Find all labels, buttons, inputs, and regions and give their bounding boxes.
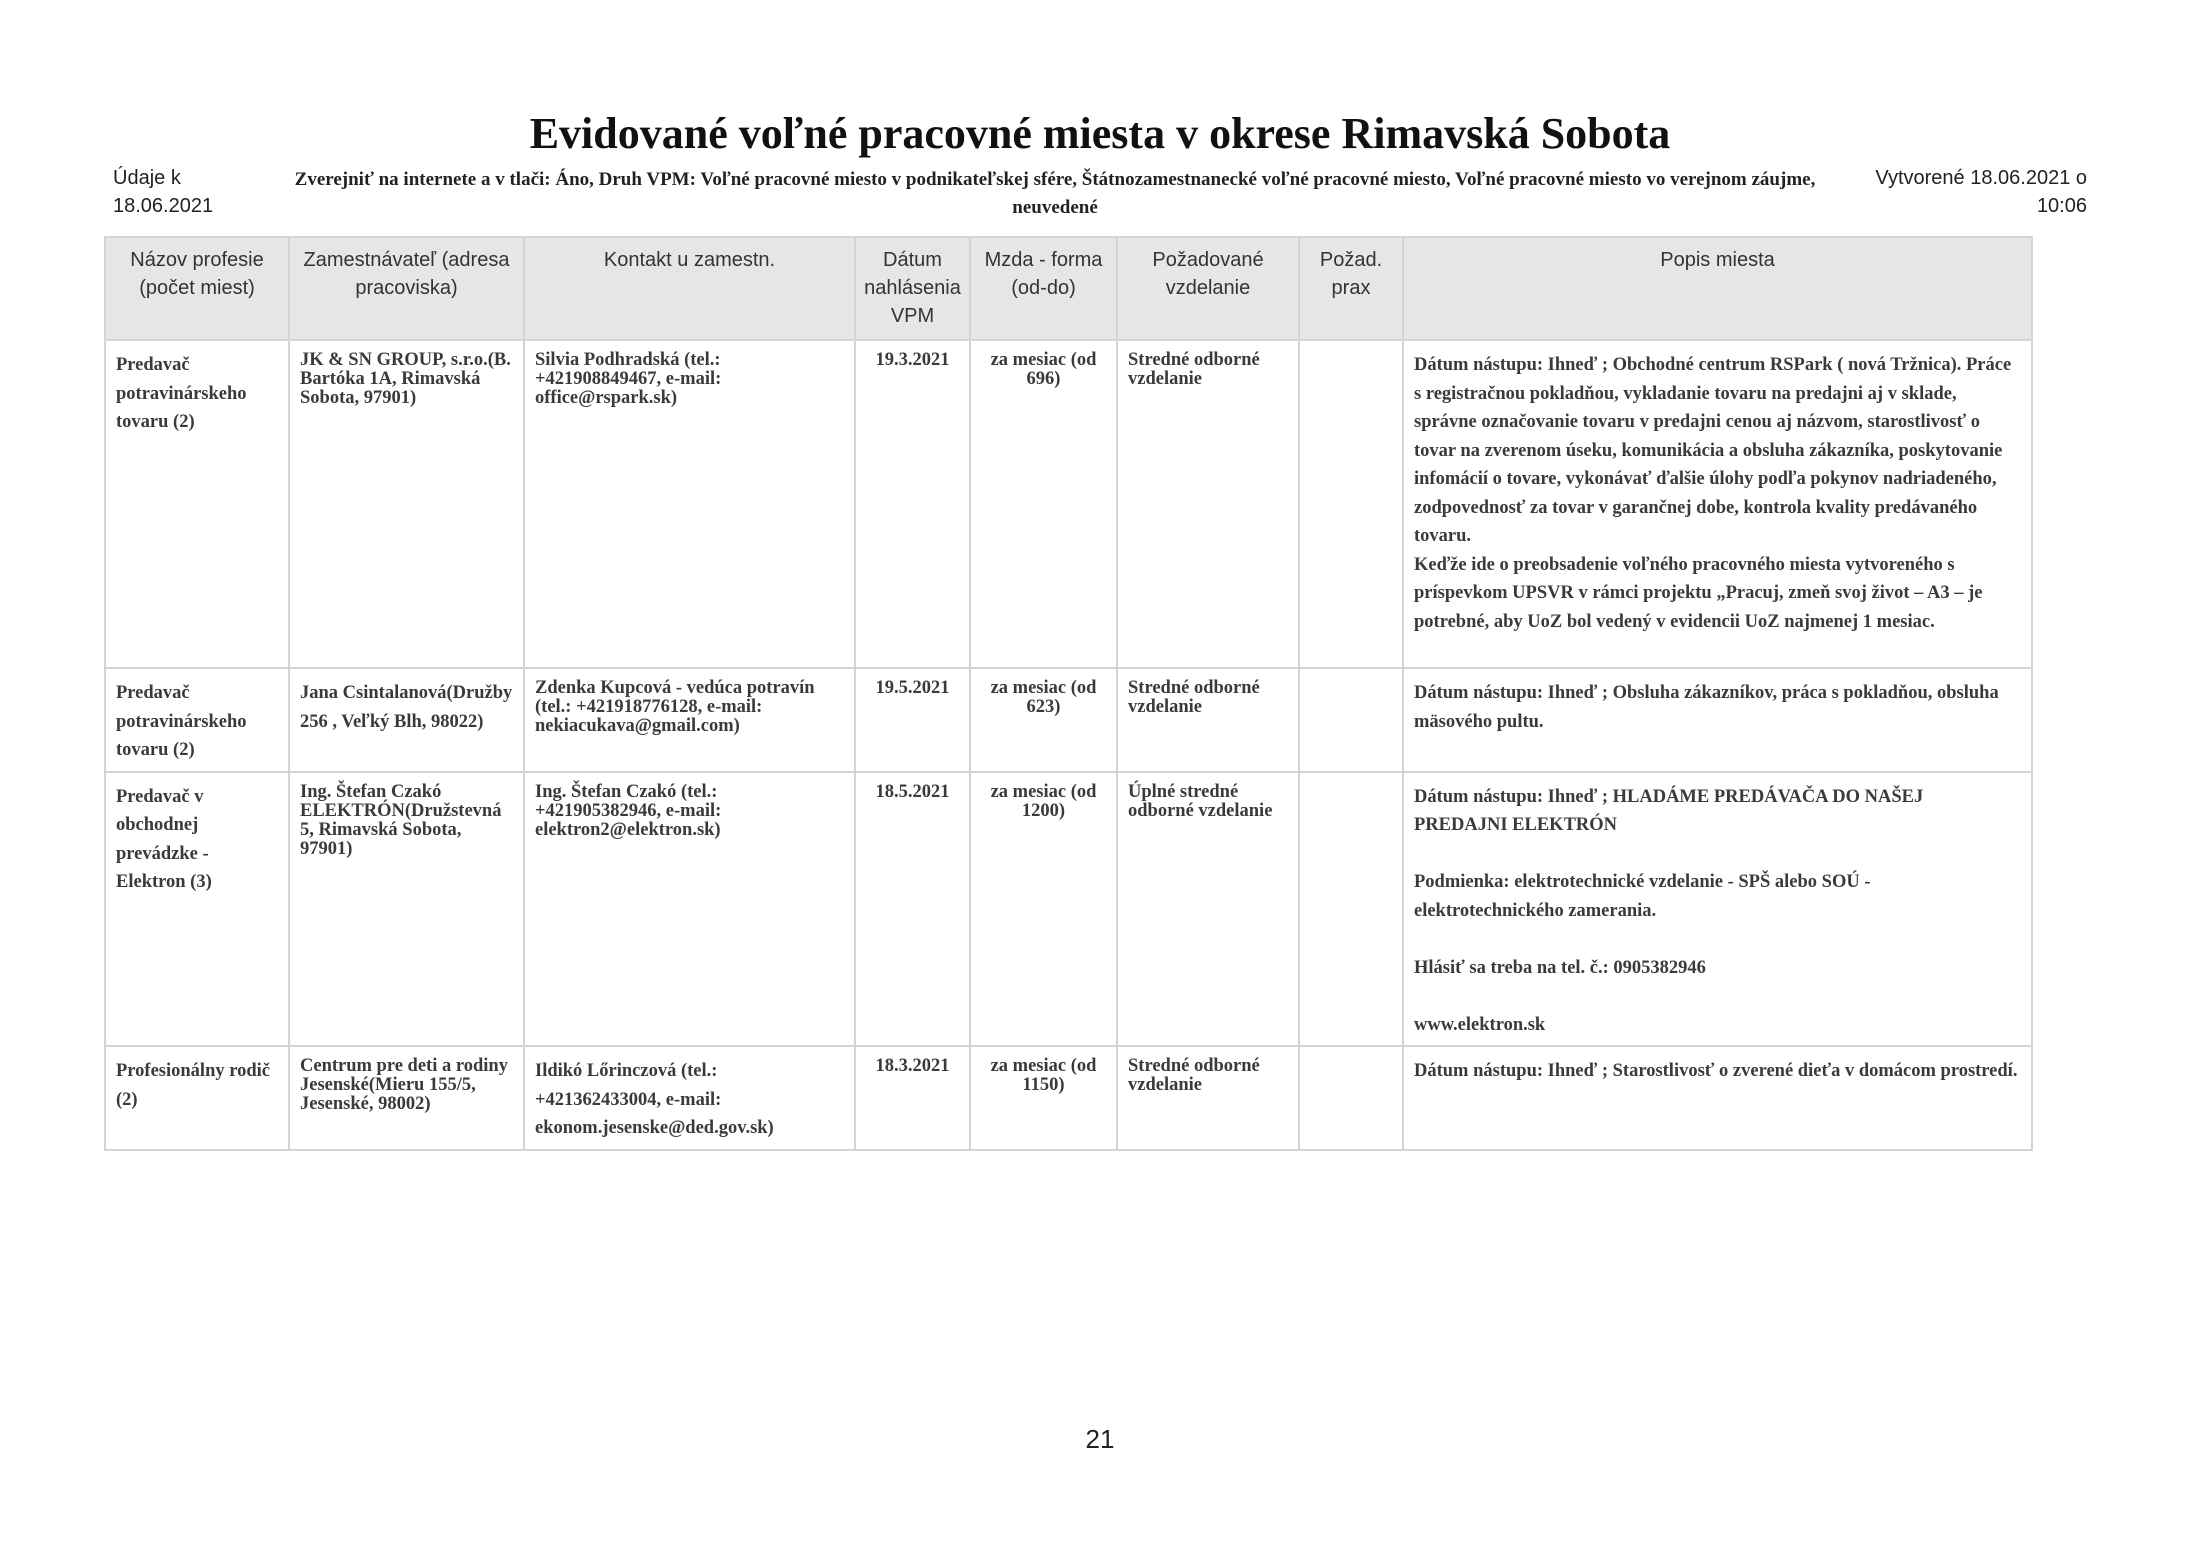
cell-contact: Ing. Štefan Czakó (tel.: +421905382946, e-mail: elektron2@elektron.sk) [524,772,855,1047]
table-row [105,1046,2032,1150]
cell-contact: Silvia Podhradská (tel.: +421908849467, e-mail: office@rspark.sk) [524,340,855,668]
table-row [105,340,2032,668]
paragraph-gap [1414,840,2021,869]
cell-profession: Profesionálny rodič (2) [105,1046,289,1150]
cell-contact: Zdenka Kupcová - vedúca potravín (tel.: +421918776128, e-mail: nekiacukava@gmail.com) [524,668,855,772]
description-paragraph: Hlásiť sa treba na tel. č.: 0905382946 [1414,957,1706,978]
table-row [105,772,2032,1047]
cell-practice [1299,1046,1403,1150]
description-link: www.elektron.sk [1414,1014,1546,1035]
header-education: Požadované vzdelanie [1117,237,1299,340]
paragraph-gap [1414,982,2021,1011]
cell-practice [1299,772,1403,1047]
cell-date: 19.3.2021 [855,340,970,668]
header-profession: Názov profesie (počet miest) [105,237,289,340]
created-timestamp [1875,164,2087,220]
description-paragraph: Keďže ide o preobsadenie voľného pracovného miesta vytvoreného s príspevkom UPSVR v rámci projektu „Pracuj, zmeň svoj život – A3 – je potrebné, aby UoZ bol vedený v evidencii UoZ najmenej 1 mesiac. [1414,554,1983,632]
cell-description [1403,668,2032,772]
data-as-of-value: 18.06.2021 [113,195,214,217]
created-label: Vytvorené 18.06.2021 o [1875,167,2087,189]
description-paragraph: Dátum nástupu: Ihneď ; Obsluha zákazníkov, práca s pokladňou, obsluha mäsového pultu. [1414,683,1999,732]
cell-profession: Predavač v obchodnej prevádzke - Elektron (3) [105,772,289,1047]
cell-profession: Predavač potravinárskeho tovaru (2) [105,668,289,772]
cell-employer: Ing. Štefan Czakó ELEKTRÓN(Družstevná 5, Rimavská Sobota, 97901) [289,772,524,1047]
cell-employer: JK & SN GROUP, s.r.o.(B. Bartóka 1A, Rimavská Sobota, 97901) [289,340,524,668]
header-wage: Mzda - forma (od-do) [970,237,1117,340]
page-number: 21 [1085,1424,1115,1454]
filter-description: Zverejniť na internete a v tlači: Áno, Druh VPM: Voľné pracovné miesto v podnikateľskej sfére, Štátnozamestnanecké voľné pracovné miesto, Voľné pracovné miesto vo verejnom záujme, neuvedené [294,169,1816,218]
cell-date: 19.5.2021 [855,668,970,772]
cell-profession: Predavač potravinárskeho tovaru (2) [105,340,289,668]
header-date: Dátum nahlásenia VPM [855,237,970,340]
header-contact: Kontakt u zamestn. [524,237,855,340]
header-description: Popis miesta [1403,237,2032,340]
cell-description [1403,1046,2032,1150]
cell-employer: Jana Csintalanová(Družby 256 , Veľký Blh, 98022) [289,668,524,772]
paragraph-gap [1414,925,2021,954]
page-title: Evidované voľné pracovné miesta v okrese Rimavská Sobota [529,109,1671,158]
cell-description [1403,772,2032,1047]
cell-practice [1299,668,1403,772]
cell-education: Stredné odborné vzdelanie [1117,1046,1299,1150]
cell-education: Úplné stredné odborné vzdelanie [1117,772,1299,1047]
description-paragraph: Podmienka: elektrotechnické vzdelanie - SPŠ alebo SOÚ - elektrotechnického zamerania. [1414,872,1871,921]
description-paragraph: Dátum nástupu: Ihneď ; Obchodné centrum RSPark ( nová Tržnica). Práce s registračnou pokladňou, vykladanie tovaru na predajni aj v sklade, správne označovanie tovaru v predajni cenou aj názvom, starostlivosť o tovar na zverenom úseku, komunikácia a obsluha zákazníka, poskytovanie infomácií o tovare, vykonávať ďalšie úlohy podľa pokynov nadriadeného, zodpovednosť za tovar v garančnej dobe, kontrola kvality predávaného tovaru. [1414,355,2012,546]
data-as-of-date [113,164,213,220]
header-employer: Zamestnávateľ (adresa pracoviska) [289,237,524,340]
cell-date: 18.5.2021 [855,772,970,1047]
cell-education: Stredné odborné vzdelanie [1117,668,1299,772]
cell-description [1403,340,2032,668]
description-paragraph: Dátum nástupu: Ihneď ; Starostlivosť o zverené dieťa v domácom prostredí. [1414,1061,2018,1081]
description-paragraph: Dátum nástupu: Ihneď ; HLADÁME PREDÁVAČA DO NAŠEJ PREDAJNI ELEKTRÓN [1414,786,1924,835]
created-time: 10:06 [2036,195,2087,217]
data-as-of-label: Údaje k [113,167,181,189]
table-row [105,668,2032,772]
cell-date: 18.3.2021 [855,1046,970,1150]
header-practice: Požad. prax [1299,237,1403,340]
cell-wage: za mesiac (od 696) [970,340,1117,668]
cell-contact: Ildikó Lőrinczová (tel.: +421362433004, e-mail: ekonom.jesenske@ded.gov.sk) [524,1046,855,1150]
cell-practice [1299,340,1403,668]
cell-wage: za mesiac (od 1200) [970,772,1117,1047]
cell-wage: za mesiac (od 623) [970,668,1117,772]
cell-education: Stredné odborné vzdelanie [1117,340,1299,668]
vacancies-table [104,236,2033,1151]
table-header-row [105,237,2032,340]
cell-employer: Centrum pre deti a rodiny Jesenské(Mieru 155/5, Jesenské, 98002) [289,1046,524,1150]
cell-wage: za mesiac (od 1150) [970,1046,1117,1150]
